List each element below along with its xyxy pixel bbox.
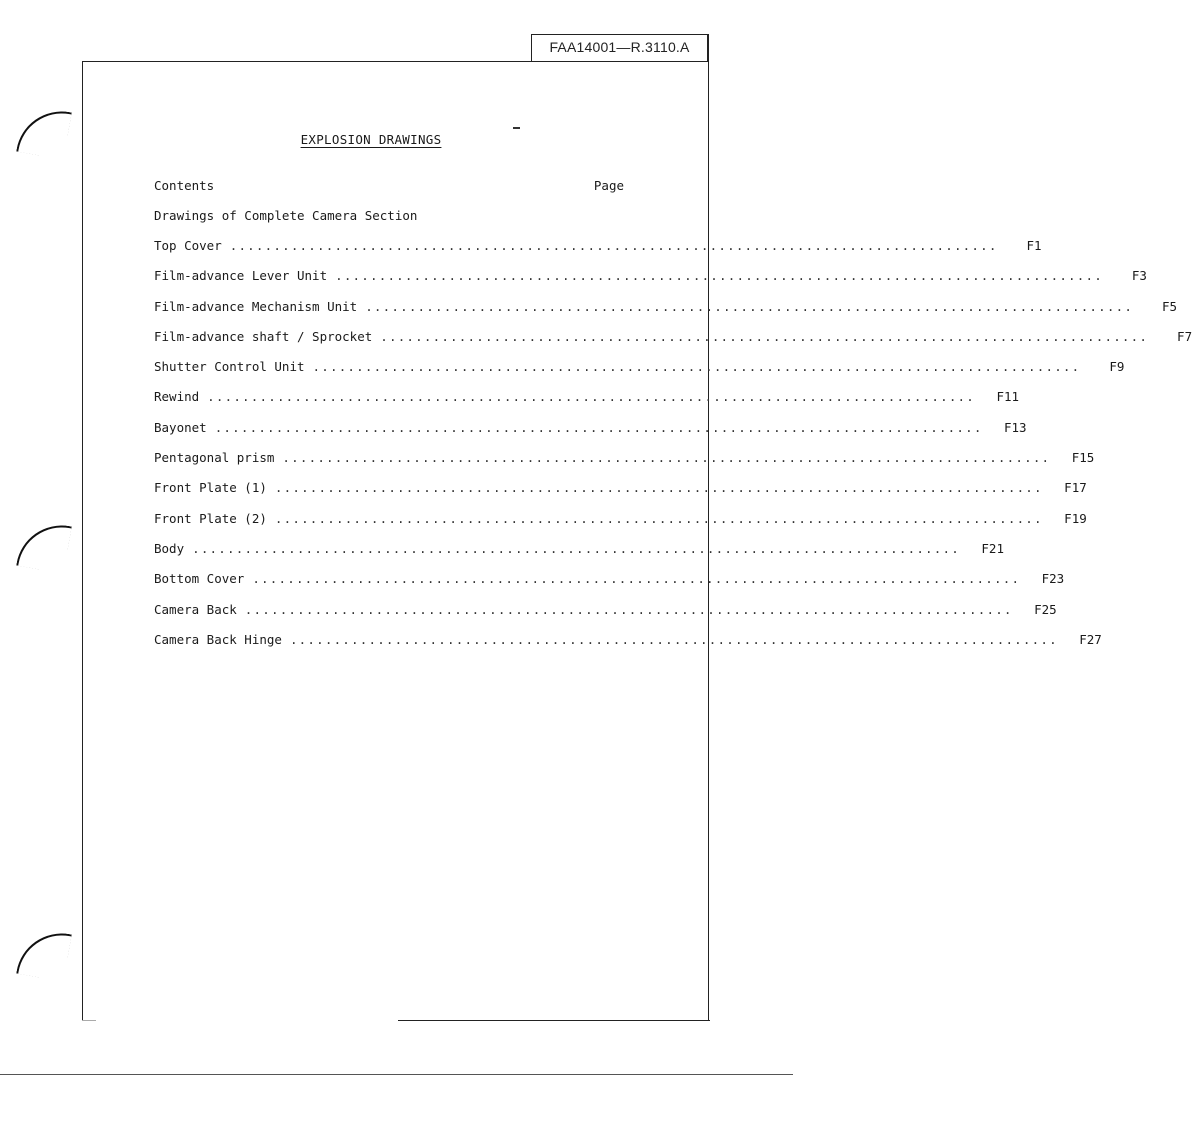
dot-leader: ........................................................................................: [274, 510, 1043, 526]
toc-entry-page: F19: [1064, 510, 1087, 526]
toc-entry-label: Camera Back: [154, 601, 237, 617]
toc-entry-page: F21: [981, 540, 1004, 556]
document-reference-code: FAA14001—R.3110.A: [531, 34, 708, 61]
dot-leader: ........................................................................................: [380, 328, 1149, 344]
toc-entry-label: Camera Back Hinge: [154, 631, 282, 647]
toc-entry-page: F1: [1026, 238, 1042, 253]
toc-entry-label: Front Plate (1): [154, 480, 267, 496]
toc-entry-page: F5: [1162, 298, 1178, 314]
table-of-contents: [154, 238, 1192, 662]
toc-entry-film-advance-shaft-sprocket[interactable]: [154, 328, 1192, 359]
dot-leader: ........................................................................................: [282, 450, 1051, 466]
toc-entry-bottom-cover[interactable]: [154, 571, 1065, 601]
dot-leader: ........................................................................................: [229, 238, 998, 253]
toc-entry-page: F3: [1131, 268, 1147, 284]
page-frame-top-border: [82, 61, 709, 62]
toc-entry-label: Pentagonal prism: [154, 450, 275, 466]
page-frame-right-border: [708, 34, 709, 1021]
toc-entry-shutter-control-unit[interactable]: [154, 359, 1125, 389]
toc-entry-page: F11: [996, 389, 1020, 405]
stray-mark: [513, 127, 520, 129]
page-bottom-rule: [0, 1074, 793, 1075]
toc-entry-label: Film-advance Lever Unit: [154, 268, 328, 284]
toc-entry-label: Film-advance shaft / Sprocket: [154, 328, 373, 344]
dot-leader: ........................................................................................: [252, 571, 1021, 587]
toc-entry-page: F9: [1109, 359, 1125, 375]
toc-entry-camera-back[interactable]: [154, 601, 1057, 632]
toc-entry-label: Top Cover: [154, 238, 222, 253]
toc-entry-film-advance-mechanism-unit[interactable]: [154, 298, 1178, 329]
dot-leader: ........................................................................................: [274, 480, 1043, 496]
toc-entry-label: Film-advance Mechanism Unit: [154, 298, 358, 314]
binder-hole-mark: [16, 104, 72, 160]
dot-leader: ........................................................................................: [192, 540, 960, 556]
section-title: Drawings of Complete Camera Section: [154, 208, 418, 223]
dot-leader: ........................................................................................: [214, 419, 983, 435]
toc-entry-label: Bayonet: [154, 419, 207, 435]
toc-entry-rewind[interactable]: [154, 389, 1020, 419]
dot-leader: ........................................................................................: [244, 601, 1013, 617]
toc-entry-page: F27: [1079, 631, 1102, 647]
toc-entry-pentagonal-prism[interactable]: [154, 450, 1095, 480]
binder-hole-mark: [16, 926, 72, 982]
toc-entry-film-advance-lever-unit[interactable]: [154, 268, 1147, 298]
page-title: EXPLOSION DRAWINGS: [300, 132, 442, 147]
toc-entry-label: Shutter Control Unit: [154, 359, 305, 375]
toc-entry-label: Front Plate (2): [154, 510, 267, 526]
page-frame-bottom-border: [398, 1020, 710, 1021]
dot-leader: ........................................................................................: [335, 268, 1103, 284]
toc-entry-body[interactable]: [154, 540, 1004, 571]
toc-entry-bayonet[interactable]: [154, 419, 1027, 450]
toc-entry-label: Bottom Cover: [154, 571, 245, 587]
toc-entry-page: F13: [1003, 419, 1027, 435]
toc-entry-page: F15: [1071, 450, 1095, 466]
dot-leader: ........................................................................................: [365, 298, 1134, 314]
binder-hole-mark: [16, 518, 72, 574]
page-column-heading: Page: [593, 178, 624, 193]
toc-entry-label: Body: [154, 540, 185, 556]
toc-entry-front-plate-1[interactable]: [154, 480, 1087, 510]
toc-entry-camera-back-hinge[interactable]: [154, 631, 1102, 662]
toc-entry-page: F23: [1041, 571, 1065, 587]
dot-leader: ........................................................................................: [312, 359, 1081, 375]
page-frame-left-border: [82, 61, 83, 1021]
toc-entry-page: F7: [1177, 328, 1192, 344]
dot-leader: ........................................................................................: [289, 631, 1058, 647]
toc-entry-page: F17: [1064, 480, 1087, 496]
contents-heading: Contents: [154, 178, 215, 193]
toc-entry-top-cover[interactable]: [154, 238, 1042, 268]
toc-entry-page: F25: [1034, 601, 1057, 617]
dot-leader: ........................................................................................: [207, 389, 976, 405]
toc-entry-front-plate-2[interactable]: [154, 510, 1087, 541]
page-frame-bottom-left-stub: [82, 1020, 96, 1021]
toc-entry-label: Rewind: [154, 389, 200, 405]
